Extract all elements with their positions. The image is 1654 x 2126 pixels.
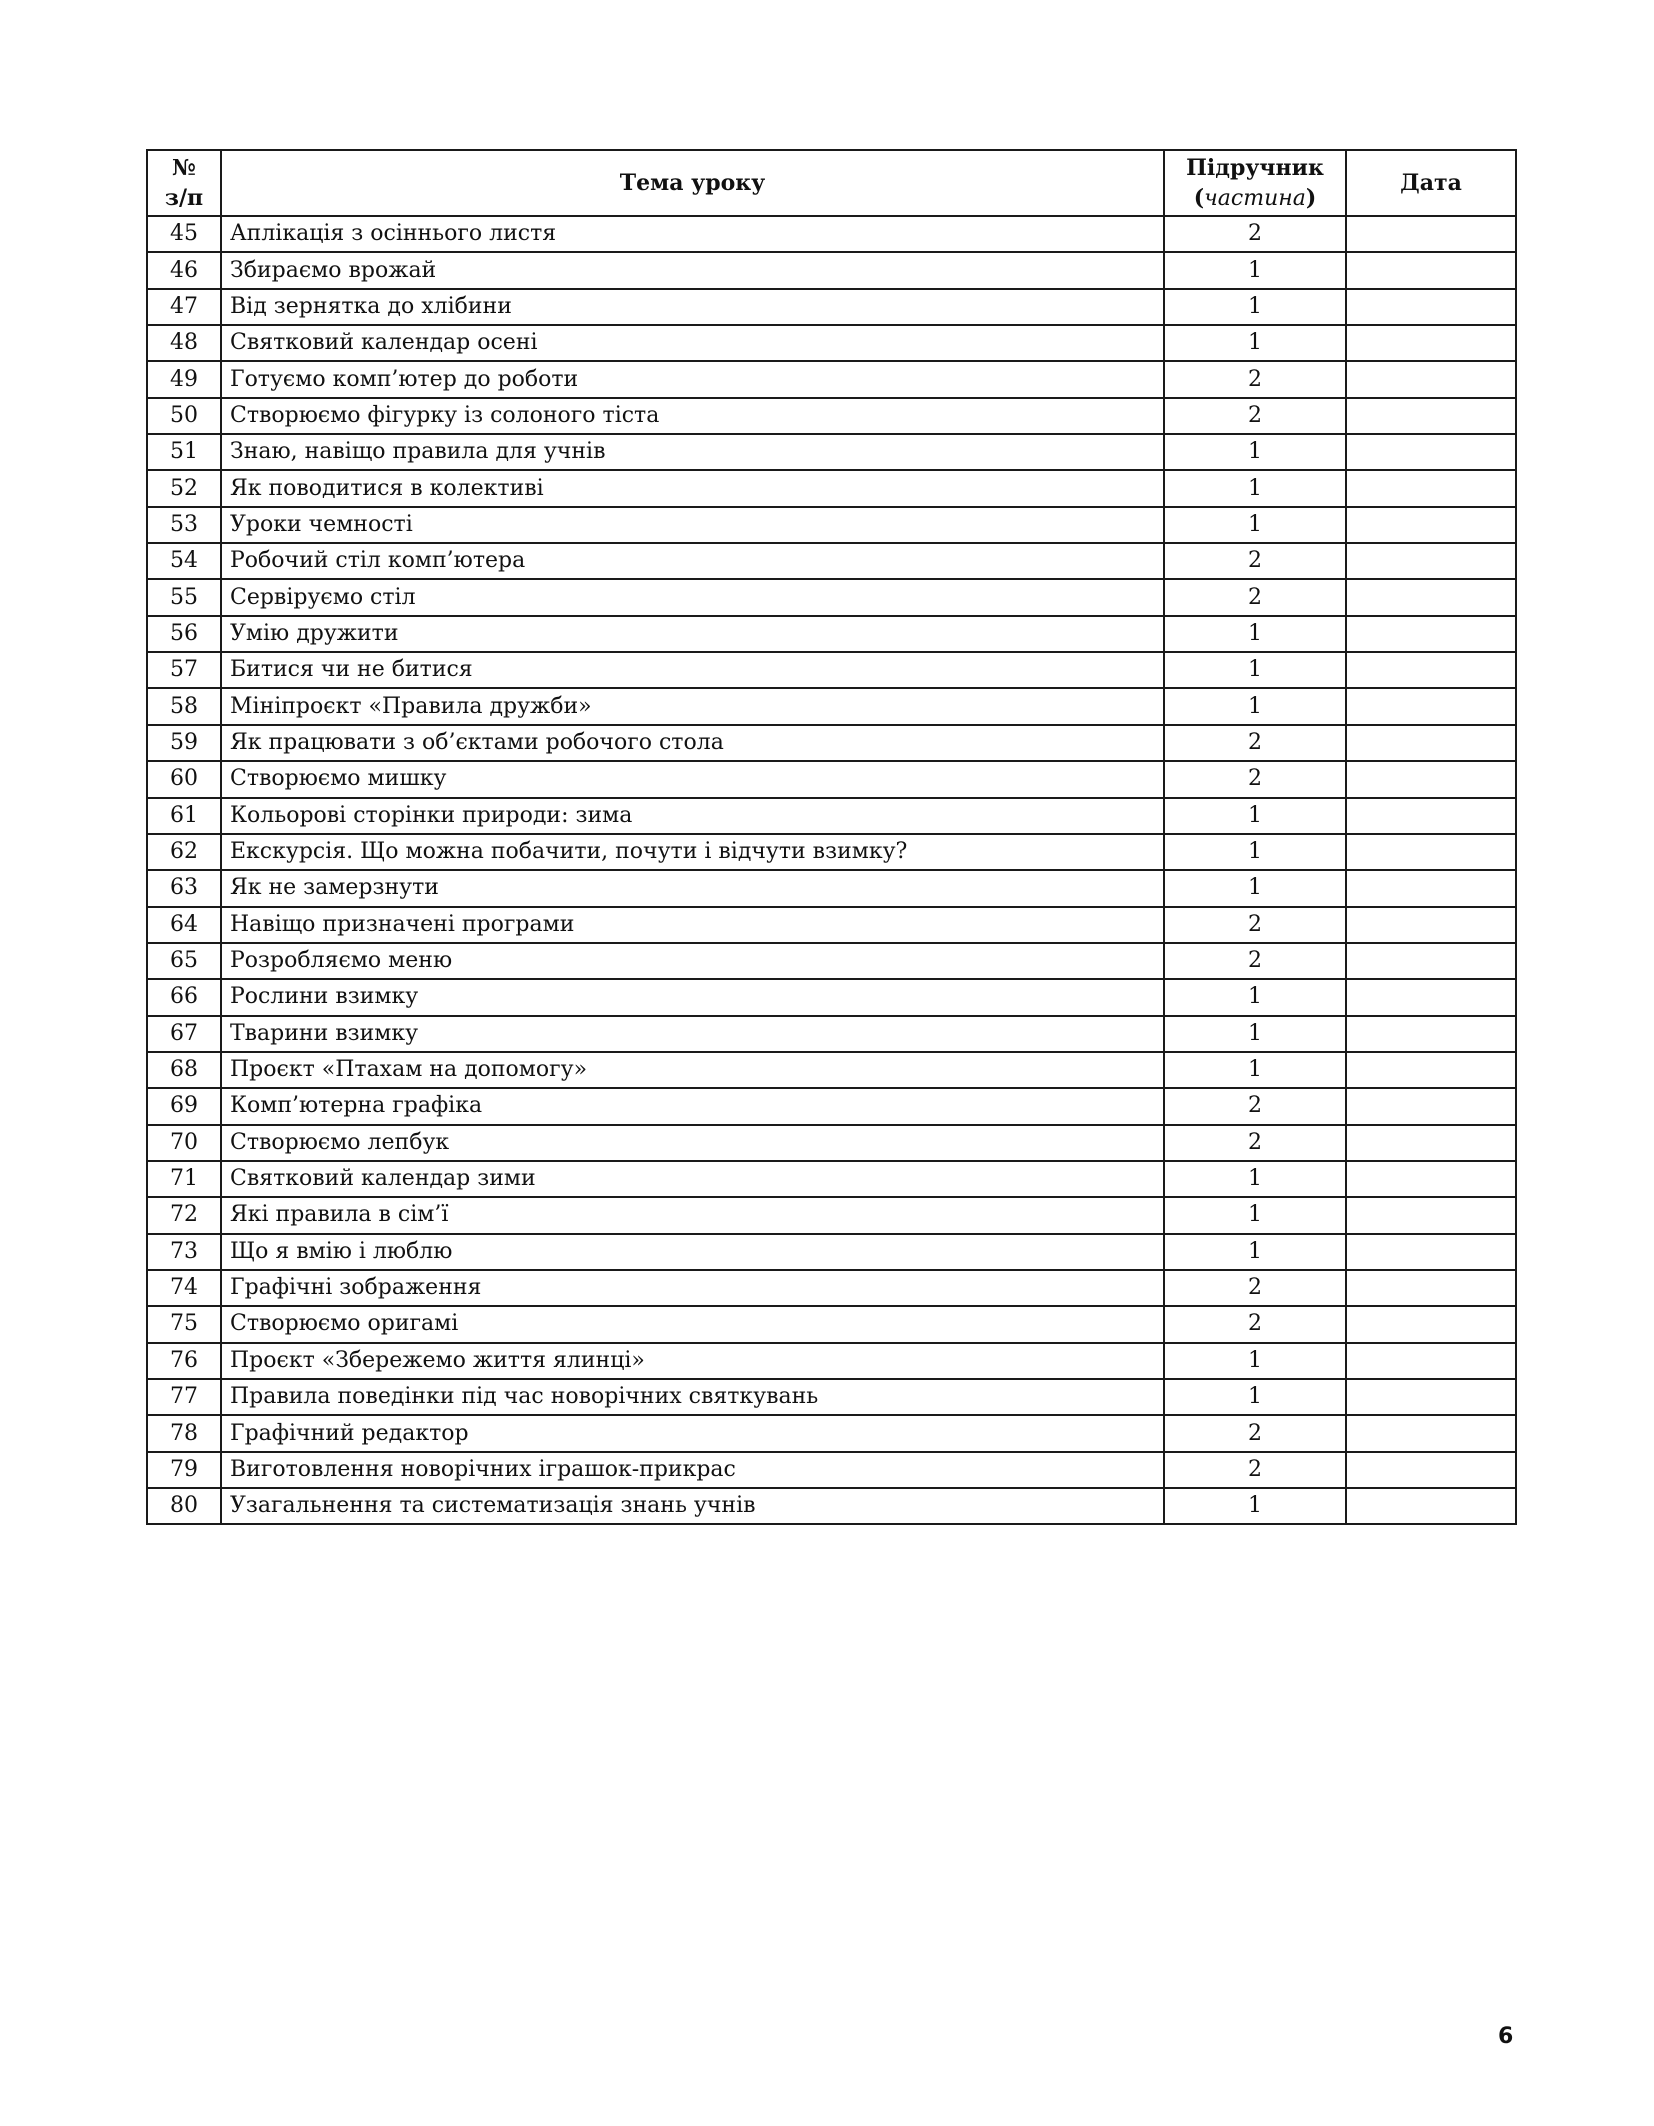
lesson-date-cell[interactable] xyxy=(1346,1379,1516,1415)
textbook-part-cell: 2 xyxy=(1164,725,1346,761)
table-row xyxy=(147,507,1516,543)
lesson-date-cell[interactable] xyxy=(1346,1197,1516,1233)
lesson-topic-cell: Битися чи не битися xyxy=(221,652,1164,688)
lesson-number-cell: 70 xyxy=(147,1125,221,1161)
lesson-number-cell: 69 xyxy=(147,1088,221,1124)
header-textbook-title: Підручник xyxy=(1186,154,1324,181)
table-row xyxy=(147,761,1516,797)
textbook-part-cell: 1 xyxy=(1164,1161,1346,1197)
lesson-topic-cell: Рослини взимку xyxy=(221,979,1164,1015)
lesson-date-cell[interactable] xyxy=(1346,1306,1516,1342)
textbook-part-cell: 2 xyxy=(1164,907,1346,943)
lesson-topic-cell: Від зернятка до хлібини xyxy=(221,289,1164,325)
lesson-topic-cell: Як не замерзнути xyxy=(221,870,1164,906)
lesson-topic-cell: Комп’ютерна графіка xyxy=(221,1088,1164,1124)
lesson-topic-cell: Проєкт «Збережемо життя ялинці» xyxy=(221,1343,1164,1379)
table-row xyxy=(147,325,1516,361)
lesson-date-cell[interactable] xyxy=(1346,543,1516,579)
lesson-topic-cell: Як працювати з об’єктами робочого стола xyxy=(221,725,1164,761)
textbook-part-cell: 2 xyxy=(1164,398,1346,434)
textbook-part-cell: 1 xyxy=(1164,870,1346,906)
lesson-number-cell: 52 xyxy=(147,470,221,506)
textbook-part-cell: 1 xyxy=(1164,1234,1346,1270)
table-row xyxy=(147,1306,1516,1342)
lesson-date-cell[interactable] xyxy=(1346,1270,1516,1306)
header-number-abbr: з/п xyxy=(164,185,204,211)
table-row xyxy=(147,870,1516,906)
lesson-number-cell: 74 xyxy=(147,1270,221,1306)
table-row xyxy=(147,1197,1516,1233)
header-row xyxy=(147,150,1516,216)
lesson-date-cell[interactable] xyxy=(1346,761,1516,797)
textbook-part-cell: 1 xyxy=(1164,289,1346,325)
lesson-topic-cell: Екскурсія. Що можна побачити, почути і відчути взимку? xyxy=(221,834,1164,870)
table-row xyxy=(147,979,1516,1015)
lesson-number-cell: 71 xyxy=(147,1161,221,1197)
table-row xyxy=(147,1488,1516,1524)
lesson-date-cell[interactable] xyxy=(1346,1234,1516,1270)
lesson-date-cell[interactable] xyxy=(1346,1415,1516,1451)
textbook-part-cell: 1 xyxy=(1164,652,1346,688)
lesson-topic-cell: Тварини взимку xyxy=(221,1016,1164,1052)
table-row xyxy=(147,1270,1516,1306)
textbook-part-cell: 1 xyxy=(1164,1343,1346,1379)
table-row xyxy=(147,1415,1516,1451)
lesson-number-cell: 80 xyxy=(147,1488,221,1524)
lesson-number-cell: 62 xyxy=(147,834,221,870)
lesson-date-cell[interactable] xyxy=(1346,652,1516,688)
textbook-part-cell: 1 xyxy=(1164,688,1346,724)
lesson-number-cell: 54 xyxy=(147,543,221,579)
lesson-number-cell: 76 xyxy=(147,1343,221,1379)
lesson-date-cell[interactable] xyxy=(1346,870,1516,906)
lesson-number-cell: 53 xyxy=(147,507,221,543)
table-row xyxy=(147,1052,1516,1088)
lesson-number-cell: 61 xyxy=(147,798,221,834)
lesson-number-cell: 65 xyxy=(147,943,221,979)
lesson-date-cell[interactable] xyxy=(1346,616,1516,652)
table-row xyxy=(147,1125,1516,1161)
lesson-number-cell: 56 xyxy=(147,616,221,652)
textbook-part-cell: 1 xyxy=(1164,1197,1346,1233)
lesson-date-cell[interactable] xyxy=(1346,834,1516,870)
lesson-number-cell: 72 xyxy=(147,1197,221,1233)
page-number: 6 xyxy=(1498,2024,1514,2049)
lesson-date-cell[interactable] xyxy=(1346,1088,1516,1124)
header-date: Дата xyxy=(1346,150,1516,216)
lesson-date-cell[interactable] xyxy=(1346,507,1516,543)
table-row xyxy=(147,434,1516,470)
lesson-number-cell: 64 xyxy=(147,907,221,943)
lesson-date-cell[interactable] xyxy=(1346,252,1516,288)
lesson-date-cell[interactable] xyxy=(1346,1343,1516,1379)
table-row xyxy=(147,1088,1516,1124)
lesson-topic-cell: Кольорові сторінки природи: зима xyxy=(221,798,1164,834)
lesson-date-cell[interactable] xyxy=(1346,688,1516,724)
lesson-topic-cell: Готуємо комп’ютер до роботи xyxy=(221,361,1164,397)
header-number-symbol: № xyxy=(172,155,196,181)
textbook-part-cell: 2 xyxy=(1164,1452,1346,1488)
textbook-part-cell: 2 xyxy=(1164,1270,1346,1306)
lesson-topic-cell: Навіщо призначені програми xyxy=(221,907,1164,943)
lesson-topic-cell: Графічні зображення xyxy=(221,1270,1164,1306)
table-row xyxy=(147,216,1516,252)
textbook-part-cell: 2 xyxy=(1164,1415,1346,1451)
table-row xyxy=(147,1234,1516,1270)
lesson-date-cell[interactable] xyxy=(1346,1016,1516,1052)
lesson-topic-cell: Правила поведінки під час новорічних святкувань xyxy=(221,1379,1164,1415)
table-row xyxy=(147,579,1516,615)
lesson-topic-cell: Знаю, навіщо правила для учнів xyxy=(221,434,1164,470)
textbook-part-cell: 1 xyxy=(1164,252,1346,288)
table-row xyxy=(147,289,1516,325)
textbook-part-cell: 2 xyxy=(1164,579,1346,615)
lesson-topic-cell: Графічний редактор xyxy=(221,1415,1164,1451)
textbook-part-cell: 1 xyxy=(1164,507,1346,543)
lesson-number-cell: 68 xyxy=(147,1052,221,1088)
table-row xyxy=(147,1016,1516,1052)
lesson-number-cell: 60 xyxy=(147,761,221,797)
lesson-number-cell: 77 xyxy=(147,1379,221,1415)
table-row xyxy=(147,834,1516,870)
table-row xyxy=(147,1343,1516,1379)
lesson-date-cell[interactable] xyxy=(1346,725,1516,761)
textbook-part-cell: 1 xyxy=(1164,834,1346,870)
lesson-date-cell[interactable] xyxy=(1346,907,1516,943)
textbook-part-cell: 1 xyxy=(1164,798,1346,834)
lesson-number-cell: 46 xyxy=(147,252,221,288)
textbook-part-cell: 1 xyxy=(1164,325,1346,361)
lesson-number-cell: 63 xyxy=(147,870,221,906)
lesson-topic-cell: Що я вмію і люблю xyxy=(221,1234,1164,1270)
header-textbook-open-paren: ( xyxy=(1193,184,1205,211)
lesson-date-cell[interactable] xyxy=(1346,943,1516,979)
table-row xyxy=(147,798,1516,834)
lesson-date-cell[interactable] xyxy=(1346,470,1516,506)
textbook-part-cell: 2 xyxy=(1164,761,1346,797)
lesson-topic-cell: Умію дружити xyxy=(221,616,1164,652)
lesson-date-cell[interactable] xyxy=(1346,434,1516,470)
lesson-date-cell[interactable] xyxy=(1346,798,1516,834)
textbook-part-cell: 2 xyxy=(1164,1125,1346,1161)
textbook-part-cell: 1 xyxy=(1164,434,1346,470)
lesson-date-cell[interactable] xyxy=(1346,216,1516,252)
textbook-part-cell: 1 xyxy=(1164,1016,1346,1052)
table-row xyxy=(147,543,1516,579)
lesson-number-cell: 67 xyxy=(147,1016,221,1052)
lesson-topic-cell: Збираємо врожай xyxy=(221,252,1164,288)
textbook-part-cell: 2 xyxy=(1164,1306,1346,1342)
lesson-topic-cell: Мініпроєкт «Правила дружби» xyxy=(221,688,1164,724)
header-textbook-close-paren: ) xyxy=(1305,184,1317,211)
lesson-plan-table xyxy=(146,149,1517,1525)
header-topic: Тема уроку xyxy=(221,150,1164,216)
table-row xyxy=(147,616,1516,652)
textbook-part-cell: 1 xyxy=(1164,1488,1346,1524)
table-row xyxy=(147,1379,1516,1415)
lesson-topic-cell: Які правила в сім’ї xyxy=(221,1197,1164,1233)
lesson-date-cell[interactable] xyxy=(1346,289,1516,325)
textbook-part-cell: 2 xyxy=(1164,361,1346,397)
table-row xyxy=(147,907,1516,943)
lesson-topic-cell: Уроки чемності xyxy=(221,507,1164,543)
lesson-topic-cell: Узагальнення та систематизація знань учнів xyxy=(221,1488,1164,1524)
lesson-number-cell: 78 xyxy=(147,1415,221,1451)
lesson-date-cell[interactable] xyxy=(1346,979,1516,1015)
table-body xyxy=(147,216,1516,1524)
lesson-date-cell[interactable] xyxy=(1346,361,1516,397)
lesson-topic-cell: Як поводитися в колективі xyxy=(221,470,1164,506)
header-number xyxy=(147,150,221,216)
lesson-topic-cell: Виготовлення новорічних іграшок-прикрас xyxy=(221,1452,1164,1488)
lesson-topic-cell: Проєкт «Птахам на допомогу» xyxy=(221,1052,1164,1088)
lesson-number-cell: 73 xyxy=(147,1234,221,1270)
lesson-topic-cell: Робочий стіл комп’ютера xyxy=(221,543,1164,579)
lesson-topic-cell: Створюємо оригамі xyxy=(221,1306,1164,1342)
lesson-date-cell[interactable] xyxy=(1346,1488,1516,1524)
lesson-topic-cell: Святковий календар зими xyxy=(221,1161,1164,1197)
lesson-number-cell: 51 xyxy=(147,434,221,470)
lesson-number-cell: 49 xyxy=(147,361,221,397)
lesson-topic-cell: Сервіруємо стіл xyxy=(221,579,1164,615)
textbook-part-cell: 1 xyxy=(1164,616,1346,652)
header-textbook-part xyxy=(1165,183,1345,214)
lesson-number-cell: 48 xyxy=(147,325,221,361)
lesson-topic-cell: Створюємо мишку xyxy=(221,761,1164,797)
lesson-number-cell: 66 xyxy=(147,979,221,1015)
textbook-part-cell: 1 xyxy=(1164,1379,1346,1415)
textbook-part-cell: 2 xyxy=(1164,216,1346,252)
lesson-topic-cell: Святковий календар осені xyxy=(221,325,1164,361)
header-textbook-part-label: частина xyxy=(1204,185,1306,211)
lesson-number-cell: 59 xyxy=(147,725,221,761)
table-row xyxy=(147,943,1516,979)
lesson-number-cell: 50 xyxy=(147,398,221,434)
textbook-part-cell: 1 xyxy=(1164,979,1346,1015)
lesson-date-cell[interactable] xyxy=(1346,1452,1516,1488)
lesson-date-cell[interactable] xyxy=(1346,1161,1516,1197)
lesson-date-cell[interactable] xyxy=(1346,1052,1516,1088)
lesson-topic-cell: Аплікація з осіннього листя xyxy=(221,216,1164,252)
table-row xyxy=(147,725,1516,761)
textbook-part-cell: 1 xyxy=(1164,470,1346,506)
textbook-part-cell: 2 xyxy=(1164,1088,1346,1124)
table-row xyxy=(147,252,1516,288)
lesson-date-cell[interactable] xyxy=(1346,1125,1516,1161)
table-row xyxy=(147,688,1516,724)
textbook-part-cell: 2 xyxy=(1164,943,1346,979)
table-row xyxy=(147,470,1516,506)
table-row xyxy=(147,361,1516,397)
lesson-number-cell: 47 xyxy=(147,289,221,325)
table-header xyxy=(147,150,1516,216)
lesson-number-cell: 57 xyxy=(147,652,221,688)
table-row xyxy=(147,1452,1516,1488)
lesson-date-cell[interactable] xyxy=(1346,579,1516,615)
lesson-number-cell: 79 xyxy=(147,1452,221,1488)
lesson-topic-cell: Створюємо фігурку із солоного тіста xyxy=(221,398,1164,434)
lesson-number-cell: 58 xyxy=(147,688,221,724)
table-row xyxy=(147,652,1516,688)
textbook-part-cell: 2 xyxy=(1164,543,1346,579)
lesson-number-cell: 45 xyxy=(147,216,221,252)
textbook-part-cell: 1 xyxy=(1164,1052,1346,1088)
lesson-topic-cell: Створюємо лепбук xyxy=(221,1125,1164,1161)
header-textbook xyxy=(1164,150,1346,216)
lesson-topic-cell: Розробляємо меню xyxy=(221,943,1164,979)
lesson-date-cell[interactable] xyxy=(1346,325,1516,361)
lesson-number-cell: 55 xyxy=(147,579,221,615)
table-row xyxy=(147,1161,1516,1197)
lesson-number-cell: 75 xyxy=(147,1306,221,1342)
lesson-date-cell[interactable] xyxy=(1346,398,1516,434)
table-row xyxy=(147,398,1516,434)
